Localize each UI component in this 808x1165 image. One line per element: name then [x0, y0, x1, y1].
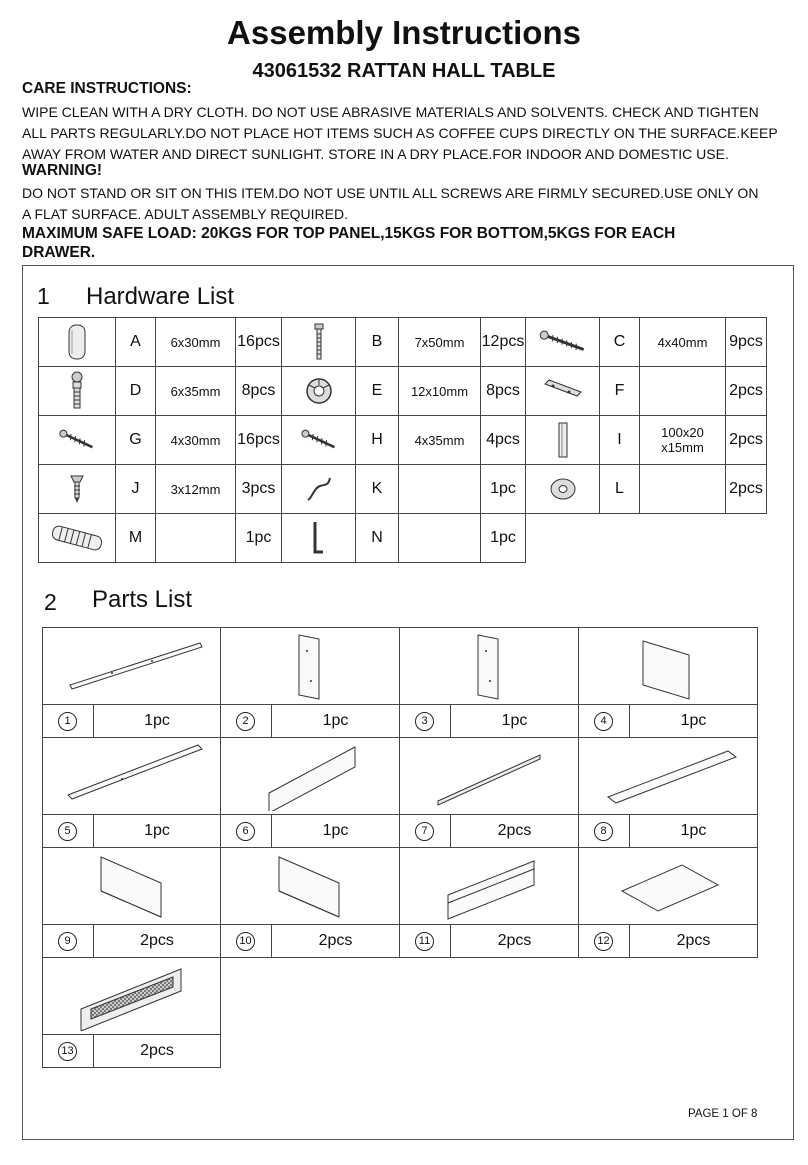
back-panel-icon [579, 628, 758, 705]
allen-key-icon [282, 514, 356, 563]
parts-section-number: 2 [44, 589, 57, 615]
part-qty: 2pcs [272, 925, 400, 958]
hardware-size: 4x30mm [156, 416, 236, 465]
hardware-letter: J [116, 465, 156, 514]
hardware-size: 7x50mm [399, 318, 481, 367]
part-number-badge: 8 [594, 822, 613, 841]
part-qty: 2pcs [630, 925, 758, 958]
product-title: 43061532 RATTAN HALL TABLE [252, 60, 556, 82]
rattan-drawer-front-icon [43, 958, 221, 1035]
empty-cell [526, 514, 767, 563]
part-number-cell [43, 815, 94, 848]
part-number-badge: 13 [58, 1042, 77, 1061]
max-load-line: DRAWER. [22, 244, 96, 261]
short-screw-icon [39, 465, 116, 514]
care-heading: CARE INSTRUCTIONS: [22, 80, 192, 97]
hardware-size: 6x35mm [156, 367, 236, 416]
hardware-section-number: 1 [37, 283, 50, 309]
empty-cell [400, 1035, 579, 1068]
rail-board-icon [221, 738, 400, 815]
part-qty: 1pc [94, 705, 221, 738]
empty-cell [579, 958, 758, 1035]
hardware-table [38, 317, 767, 563]
hardware-qty: 2pcs [726, 416, 767, 465]
part-number-badge: 6 [236, 822, 255, 841]
care-line: AWAY FROM WATER AND DIRECT SUNLIGHT. STORE IN A DRY PLACE.FOR INDOOR AND DOMESTIC USE. [22, 146, 729, 162]
long-bolt-icon [282, 318, 356, 367]
hardware-qty: 16pcs [236, 416, 282, 465]
hardware-letter: F [600, 367, 640, 416]
part-qty: 2pcs [451, 925, 579, 958]
drawer-bottom-icon [579, 848, 758, 925]
cam-lock-icon [282, 367, 356, 416]
hardware-qty: 9pcs [726, 318, 767, 367]
hardware-row [39, 465, 767, 514]
part-number-badge: 9 [58, 932, 77, 951]
warning-text [22, 183, 758, 225]
hardware-letter: B [356, 318, 399, 367]
part-number-cell [400, 705, 451, 738]
hardware-size [640, 465, 726, 514]
hardware-row [39, 318, 767, 367]
care-line: WIPE CLEAN WITH A DRY CLOTH. DO NOT USE ABRASIVE MATERIALS AND SOLVENTS. CHECK AND TIGHTEN [22, 104, 759, 120]
parts-section-title: Parts List [92, 586, 193, 613]
wooden-block-icon [526, 416, 600, 465]
parts-picture-row [43, 958, 758, 1035]
wall-plug-icon [39, 514, 116, 563]
hardware-size: 100x20 x15mm [640, 416, 726, 465]
parts-label-row [43, 925, 758, 958]
part-number-cell [221, 705, 272, 738]
wooden-dowel-icon [39, 318, 116, 367]
hardware-letter: K [356, 465, 399, 514]
part-number-badge: 7 [415, 822, 434, 841]
hardware-row [39, 514, 767, 563]
parts-table [42, 627, 758, 1068]
hardware-letter: D [116, 367, 156, 416]
parts-picture-row [43, 848, 758, 925]
wood-screw-icon [282, 416, 356, 465]
part-number-badge: 4 [594, 712, 613, 731]
long-screw-icon [526, 318, 600, 367]
part-qty: 1pc [272, 705, 400, 738]
hardware-qty: 2pcs [726, 367, 767, 416]
shelf-panel-icon [43, 738, 221, 815]
washer-icon [526, 465, 600, 514]
part-number-badge: 5 [58, 822, 77, 841]
part-qty: 1pc [451, 705, 579, 738]
parts-picture-row [43, 628, 758, 705]
part-number-badge: 1 [58, 712, 77, 731]
hardware-section-title: Hardware List [86, 283, 235, 310]
cam-bolt-icon [39, 367, 116, 416]
drawer-back-icon [400, 848, 579, 925]
empty-cell [221, 958, 400, 1035]
part-number-cell [43, 925, 94, 958]
metal-bracket-icon [526, 367, 600, 416]
warning-line: DO NOT STAND OR SIT ON THIS ITEM.DO NOT USE UNTIL ALL SCREWS ARE FIRMLY SECURED.USE ONLY ON [22, 185, 759, 201]
part-number-cell [221, 925, 272, 958]
bottom-panel-icon [579, 738, 758, 815]
hardware-letter: L [600, 465, 640, 514]
side-panel-icon [221, 628, 400, 705]
part-number-cell [43, 705, 94, 738]
side-panel-icon [400, 628, 579, 705]
part-number-cell [400, 925, 451, 958]
part-number-badge: 2 [236, 712, 255, 731]
part-number-badge: 10 [236, 932, 255, 951]
hardware-letter: G [116, 416, 156, 465]
hardware-qty: 4pcs [481, 416, 526, 465]
parts-label-row [43, 815, 758, 848]
care-line: ALL PARTS REGULARLY.DO NOT PLACE HOT ITEMS SUCH AS COFFEE CUPS DIRECTLY ON THE SURFACE.KEEP [22, 125, 778, 141]
part-qty: 2pcs [94, 1035, 221, 1068]
empty-cell [579, 1035, 758, 1068]
hardware-size [399, 514, 481, 563]
empty-cell [221, 1035, 400, 1068]
part-number-badge: 12 [594, 932, 613, 951]
empty-cell [400, 958, 579, 1035]
hardware-qty: 12pcs [481, 318, 526, 367]
part-qty: 2pcs [94, 925, 221, 958]
parts-picture-row [43, 738, 758, 815]
page-title: Assembly Instructions [227, 14, 581, 51]
hardware-qty: 2pcs [726, 465, 767, 514]
hardware-qty: 16pcs [236, 318, 282, 367]
part-number-cell [579, 815, 630, 848]
hardware-qty: 1pc [481, 514, 526, 563]
wood-screw-icon [39, 416, 116, 465]
drawer-side-icon [221, 848, 400, 925]
parts-label-row [43, 705, 758, 738]
part-number-cell [579, 705, 630, 738]
hardware-size [640, 367, 726, 416]
hardware-qty: 1pc [236, 514, 282, 563]
drawer-runner-icon [400, 738, 579, 815]
page-number: PAGE 1 OF 8 [688, 1108, 758, 1120]
part-qty: 2pcs [451, 815, 579, 848]
warning-heading: WARNING! [22, 162, 103, 179]
part-qty: 1pc [94, 815, 221, 848]
hardware-size [399, 465, 481, 514]
hardware-row [39, 416, 767, 465]
part-qty: 1pc [272, 815, 400, 848]
hardware-row [39, 367, 767, 416]
hardware-size: 6x30mm [156, 318, 236, 367]
care-text [22, 102, 778, 165]
hardware-size: 12x10mm [399, 367, 481, 416]
part-number-cell [43, 1035, 94, 1068]
hardware-letter: E [356, 367, 399, 416]
part-qty: 1pc [630, 705, 758, 738]
hardware-qty: 1pc [481, 465, 526, 514]
max-load-line: MAXIMUM SAFE LOAD: 20KGS FOR TOP PANEL,15KGS FOR BOTTOM,5KGS FOR EACH [22, 225, 676, 242]
hardware-letter: N [356, 514, 399, 563]
parts-label-row [43, 1035, 758, 1068]
top-panel-icon [43, 628, 221, 705]
hardware-qty: 3pcs [236, 465, 282, 514]
part-number-cell [579, 925, 630, 958]
hardware-size: 4x40mm [640, 318, 726, 367]
hardware-letter: C [600, 318, 640, 367]
warning-line: A FLAT SURFACE. ADULT ASSEMBLY REQUIRED. [22, 206, 348, 222]
hardware-letter: I [600, 416, 640, 465]
drawer-side-icon [43, 848, 221, 925]
hardware-size: 3x12mm [156, 465, 236, 514]
part-number-cell [221, 815, 272, 848]
hardware-letter: M [116, 514, 156, 563]
wire-hook-icon [282, 465, 356, 514]
max-load-text [22, 224, 675, 262]
hardware-size [156, 514, 236, 563]
hardware-qty: 8pcs [481, 367, 526, 416]
hardware-letter: A [116, 318, 156, 367]
hardware-letter: H [356, 416, 399, 465]
hardware-size: 4x35mm [399, 416, 481, 465]
part-number-badge: 11 [415, 932, 434, 951]
part-qty: 1pc [630, 815, 758, 848]
part-number-cell [400, 815, 451, 848]
hardware-qty: 8pcs [236, 367, 282, 416]
part-number-badge: 3 [415, 712, 434, 731]
